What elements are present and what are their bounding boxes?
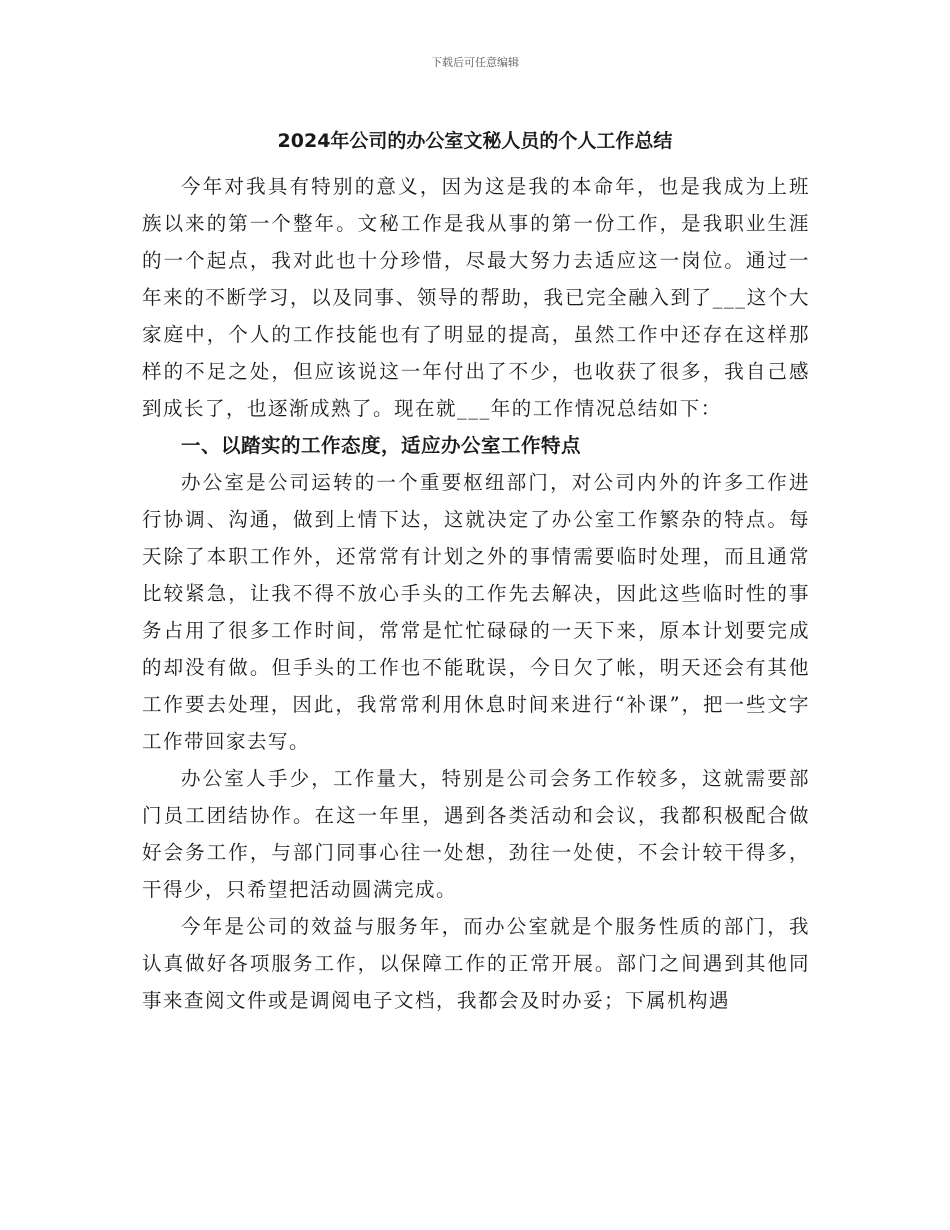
body-paragraph: 今年是公司的效益与服务年，而办公室就是个服务性质的部门，我认真做好各项服务工作，以保障工作的正常开展。部门之间遇到其他同事来查阅文件或是调阅电子文档，我都会及时办妥；下属机构遇 xyxy=(142,915,810,1012)
document-title: 2024年公司的办公室文秘人员的个人工作总结 xyxy=(277,130,673,152)
section-heading: 一、以踏实的工作态度，适应办公室工作特点 xyxy=(181,434,582,457)
header-note: 下载后可任意编辑 xyxy=(431,56,519,69)
intro-paragraph: 今年对我具有特别的意义，因为这是我的本命年，也是我成为上班族以来的第一个整年。文秘工作是我从事的第一份工作，是我职业生涯的一个起点，我对此也十分珍惜，尽最大努力去适应这一岗位。通过一年来的不断学习，以及同事、领导的帮助，我已完全融入到了___这个大家庭中，个人的工作技能也有了明显的提高，虽然工作中还存在这样那样的不足之处，但应该说这一年付出了不少，也收获了很多，我自己感到成长了，也逐渐成熟了。现在就___年的工作情况总结如下： xyxy=(142,175,810,420)
document-body xyxy=(142,168,810,1019)
body-paragraph: 办公室是公司运转的一个重要枢纽部门，对公司内外的许多工作进行协调、沟通，做到上情下达，这就决定了办公室工作繁杂的特点。每天除了本职工作外，还常常有计划之外的事情需要临时处理，而且通常比较紧急，让我不得不放心手头的工作先去解决，因此这些临时性的事务占用了很多工作时间，常常是忙忙碌碌的一天下来，原本计划要完成的却没有做。但手头的工作也不能耽误，今日欠了帐，明天还会有其他工作要去处理，因此，我常常利用休息时间来进行“补课”，把一些文字工作带回家去写。 xyxy=(142,471,810,753)
body-paragraph: 办公室人手少，工作量大，特别是公司会务工作较多，这就需要部门员工团结协作。在这一年里，遇到各类活动和会议，我都积极配合做好会务工作，与部门同事心往一处想，劲往一处使，不会计较干得多，干得少，只希望把活动圆满完成。 xyxy=(142,767,810,901)
